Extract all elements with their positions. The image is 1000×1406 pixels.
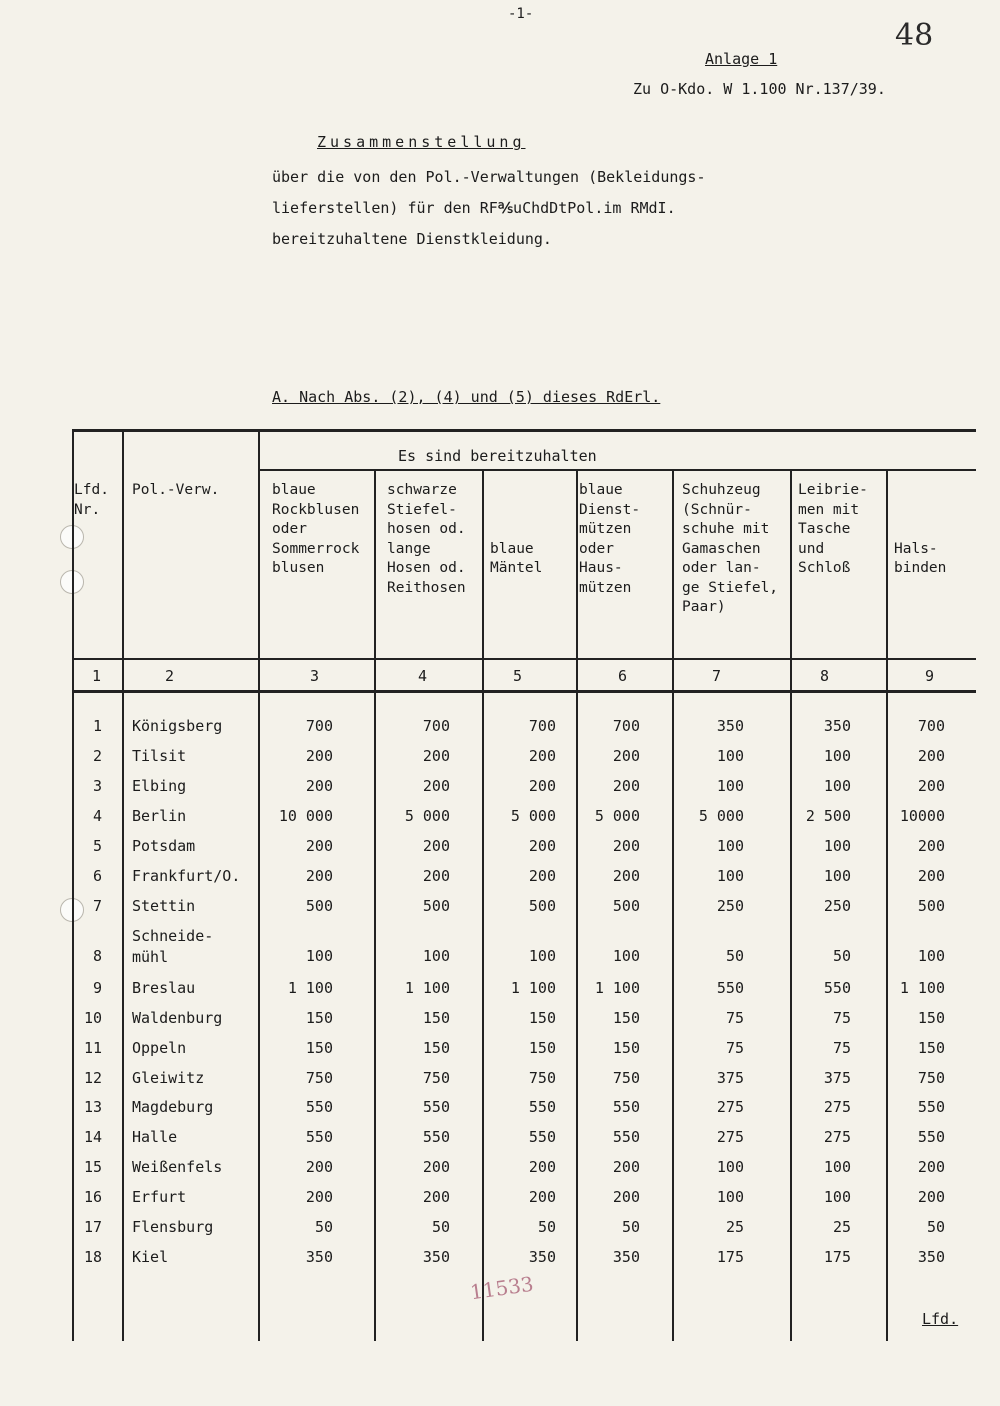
row-value: 50 [832, 947, 851, 965]
row-value: 100 [716, 747, 744, 765]
archive-number: 48 [895, 18, 934, 53]
row-value: 200 [917, 1188, 945, 1206]
page-number-top: -1- [508, 6, 534, 22]
row-value: 200 [528, 837, 556, 855]
row-value: 750 [305, 1069, 333, 1087]
row-value: 150 [305, 1009, 333, 1027]
section-heading: A. Nach Abs. (2), (4) und (5) dieses RdErl. [272, 388, 661, 406]
row-value: 275 [823, 1098, 851, 1116]
row-value: 200 [422, 777, 450, 795]
row-value: 200 [612, 747, 640, 765]
column-number: 6 [618, 667, 628, 685]
row-value: 500 [612, 897, 640, 915]
row-value: 500 [528, 897, 556, 915]
row-value: 50 [431, 1218, 450, 1236]
row-pol-verw: Oppeln [132, 1039, 187, 1057]
row-value: 50 [926, 1218, 945, 1236]
row-value: 550 [528, 1128, 556, 1146]
header-halsbinden: Hals- binden [894, 540, 947, 576]
row-number: 1 [92, 717, 102, 735]
row-value: 750 [917, 1069, 945, 1087]
table-top-rule [72, 429, 976, 432]
row-value: 100 [823, 747, 851, 765]
column-divider [258, 429, 260, 1341]
row-value: 200 [612, 1188, 640, 1206]
row-value: 175 [823, 1248, 851, 1266]
row-value: 100 [528, 947, 556, 965]
row-value: 200 [305, 837, 333, 855]
row-value: 250 [716, 897, 744, 915]
row-value: 550 [305, 1128, 333, 1146]
row-value: 750 [528, 1069, 556, 1087]
row-value: 100 [422, 947, 450, 965]
row-pol-verw: Königsberg [132, 717, 223, 735]
row-pol-verw: Erfurt [132, 1188, 187, 1206]
row-value: 200 [422, 747, 450, 765]
row-value: 200 [917, 1158, 945, 1176]
reference-line: Zu O-Kdo. W 1.100 Nr.137/39. [633, 80, 886, 98]
row-value: 550 [917, 1098, 945, 1116]
row-number: 2 [92, 747, 102, 765]
column-divider [790, 471, 792, 1341]
row-value: 200 [305, 777, 333, 795]
row-value: 550 [422, 1128, 450, 1146]
header-stiefelhosen: schwarze Stiefel- hosen od. lange Hosen od. Reithosen [387, 482, 466, 596]
row-value: 200 [422, 867, 450, 885]
row-value: 550 [305, 1098, 333, 1116]
row-pol-verw: Frankfurt/O. [132, 867, 241, 885]
row-value: 700 [917, 717, 945, 735]
group-header: Es sind bereitzuhalten [398, 447, 597, 465]
column-number-rule [72, 690, 976, 693]
row-value: 200 [917, 867, 945, 885]
row-value: 150 [422, 1009, 450, 1027]
row-value: 5 000 [594, 807, 640, 825]
row-number: 18 [83, 1248, 102, 1266]
column-number: 9 [925, 667, 935, 685]
row-value: 100 [612, 947, 640, 965]
row-value: 50 [314, 1218, 333, 1236]
row-value: 200 [305, 1158, 333, 1176]
intro-line-3: bereitzuhaltene Dienstkleidung. [272, 230, 552, 248]
row-value: 100 [823, 837, 851, 855]
row-value: 150 [422, 1039, 450, 1057]
row-value: 200 [612, 867, 640, 885]
row-value: 100 [305, 947, 333, 965]
row-value: 200 [528, 777, 556, 795]
column-number: 4 [418, 667, 428, 685]
column-number: 1 [92, 667, 102, 685]
column-number: 8 [820, 667, 830, 685]
row-value: 5 000 [698, 807, 744, 825]
archive-stamp: 11533 [468, 1271, 535, 1305]
header-maentel: blaue Mäntel [490, 540, 543, 576]
row-number: 13 [83, 1098, 102, 1116]
row-pol-verw: Schneide- mühl [132, 927, 214, 966]
row-number: 5 [92, 837, 102, 855]
row-value: 200 [612, 777, 640, 795]
row-pol-verw: Elbing [132, 777, 187, 795]
row-value: 200 [917, 777, 945, 795]
row-value: 700 [305, 717, 333, 735]
row-value: 200 [917, 837, 945, 855]
column-divider [672, 471, 674, 1341]
row-value: 350 [823, 717, 851, 735]
row-value: 200 [305, 747, 333, 765]
row-pol-verw: Flensburg [132, 1218, 214, 1236]
row-value: 150 [528, 1039, 556, 1057]
row-value: 1 100 [510, 979, 556, 997]
row-value: 700 [528, 717, 556, 735]
row-value: 200 [528, 867, 556, 885]
header-schuhzeug: Schuhzeug (Schnür- schuhe mit Gamaschen oder lan- ge Stiefel, Paar) [682, 482, 779, 615]
row-value: 150 [917, 1009, 945, 1027]
row-value: 10000 [899, 807, 945, 825]
row-value: 150 [612, 1009, 640, 1027]
column-divider [374, 471, 376, 1341]
row-value: 700 [612, 717, 640, 735]
column-divider [72, 429, 74, 1341]
row-pol-verw: Potsdam [132, 837, 196, 855]
row-value: 550 [823, 979, 851, 997]
row-value: 150 [305, 1039, 333, 1057]
row-value: 350 [305, 1248, 333, 1266]
column-number: 3 [310, 667, 320, 685]
row-number: 15 [83, 1158, 102, 1176]
row-number: 12 [83, 1069, 102, 1087]
row-pol-verw: Stettin [132, 897, 196, 915]
row-value: 350 [422, 1248, 450, 1266]
intro-line-2: lieferstellen) für den RF℁uChdDtPol.im RMdI. [272, 199, 676, 217]
row-value: 100 [823, 777, 851, 795]
row-number: 10 [83, 1009, 102, 1027]
row-value: 1 100 [899, 979, 945, 997]
row-pol-verw: Breslau [132, 979, 196, 997]
row-value: 5 000 [404, 807, 450, 825]
row-number: 16 [83, 1188, 102, 1206]
row-value: 100 [823, 1158, 851, 1176]
header-rockblusen: blaue Rockblusen oder Sommerrock blusen [272, 482, 360, 576]
row-value: 100 [716, 1158, 744, 1176]
row-value: 200 [612, 837, 640, 855]
row-value: 75 [832, 1039, 851, 1057]
column-number: 5 [513, 667, 523, 685]
row-pol-verw: Magdeburg [132, 1098, 214, 1116]
anlage-label: Anlage 1 [705, 50, 778, 68]
row-value: 550 [716, 979, 744, 997]
row-pol-verw: Tilsit [132, 747, 187, 765]
row-value: 1 100 [287, 979, 333, 997]
row-number: 14 [83, 1128, 102, 1146]
row-value: 550 [422, 1098, 450, 1116]
row-value: 175 [716, 1248, 744, 1266]
row-value: 275 [716, 1128, 744, 1146]
header-bottom-rule [72, 658, 976, 660]
continuation-label: Lfd. [922, 1310, 959, 1328]
row-value: 1 100 [594, 979, 640, 997]
row-pol-verw: Waldenburg [132, 1009, 223, 1027]
row-value: 150 [612, 1039, 640, 1057]
row-value: 100 [716, 1188, 744, 1206]
row-value: 100 [716, 777, 744, 795]
row-value: 200 [422, 837, 450, 855]
group-header-rule [260, 469, 976, 471]
row-value: 550 [917, 1128, 945, 1146]
row-value: 75 [725, 1039, 744, 1057]
header-pol-verw: Pol.-Verw. [132, 482, 220, 498]
row-value: 200 [305, 1188, 333, 1206]
row-value: 275 [823, 1128, 851, 1146]
row-number: 7 [92, 897, 102, 915]
row-value: 350 [716, 717, 744, 735]
row-value: 10 000 [278, 807, 333, 825]
row-value: 150 [917, 1039, 945, 1057]
row-value: 2 500 [805, 807, 851, 825]
row-value: 350 [528, 1248, 556, 1266]
row-value: 200 [422, 1158, 450, 1176]
row-value: 550 [612, 1128, 640, 1146]
header-dienstmuetzen: blaue Dienst- mützen oder Haus- mützen [579, 482, 641, 596]
row-value: 100 [823, 1188, 851, 1206]
row-value: 375 [716, 1069, 744, 1087]
row-value: 500 [917, 897, 945, 915]
row-value: 200 [917, 747, 945, 765]
row-value: 375 [823, 1069, 851, 1087]
row-value: 750 [422, 1069, 450, 1087]
row-value: 250 [823, 897, 851, 915]
row-number: 3 [92, 777, 102, 795]
row-value: 50 [537, 1218, 556, 1236]
row-value: 200 [422, 1188, 450, 1206]
row-value: 200 [528, 1188, 556, 1206]
row-value: 50 [621, 1218, 640, 1236]
document-title: Zusammenstellung [317, 133, 526, 151]
row-value: 200 [528, 1158, 556, 1176]
column-number: 2 [165, 667, 175, 685]
row-value: 1 100 [404, 979, 450, 997]
row-pol-verw: Kiel [132, 1248, 169, 1266]
row-value: 200 [305, 867, 333, 885]
row-value: 25 [832, 1218, 851, 1236]
row-value: 500 [305, 897, 333, 915]
header-lfd-nr: Lfd. Nr. [74, 482, 109, 518]
row-number: 17 [83, 1218, 102, 1236]
row-value: 100 [823, 867, 851, 885]
row-value: 275 [716, 1098, 744, 1116]
row-value: 350 [917, 1248, 945, 1266]
column-divider [122, 429, 124, 1341]
row-pol-verw: Halle [132, 1128, 178, 1146]
row-value: 5 000 [510, 807, 556, 825]
row-value: 550 [528, 1098, 556, 1116]
row-value: 50 [725, 947, 744, 965]
row-value: 100 [716, 837, 744, 855]
column-divider [576, 471, 578, 1341]
row-value: 350 [612, 1248, 640, 1266]
row-value: 150 [528, 1009, 556, 1027]
column-number: 7 [712, 667, 722, 685]
column-divider [886, 471, 888, 1341]
row-number: 11 [83, 1039, 102, 1057]
row-value: 500 [422, 897, 450, 915]
row-value: 75 [725, 1009, 744, 1027]
row-number: 4 [92, 807, 102, 825]
column-divider [482, 471, 484, 1341]
row-value: 75 [832, 1009, 851, 1027]
intro-line-1: über die von den Pol.-Verwaltungen (Bekleidungs- [272, 168, 706, 186]
row-number: 9 [92, 979, 102, 997]
row-value: 550 [612, 1098, 640, 1116]
row-value: 200 [612, 1158, 640, 1176]
row-value: 100 [917, 947, 945, 965]
row-number: 8 [92, 947, 102, 965]
header-leibriemen: Leibrie- men mit Tasche und Schloß [798, 482, 868, 576]
row-value: 25 [725, 1218, 744, 1236]
row-pol-verw: Gleiwitz [132, 1069, 205, 1087]
row-pol-verw: Weißenfels [132, 1158, 223, 1176]
row-pol-verw: Berlin [132, 807, 187, 825]
row-value: 200 [528, 747, 556, 765]
row-value: 750 [612, 1069, 640, 1087]
row-number: 6 [92, 867, 102, 885]
row-value: 700 [422, 717, 450, 735]
row-value: 100 [716, 867, 744, 885]
